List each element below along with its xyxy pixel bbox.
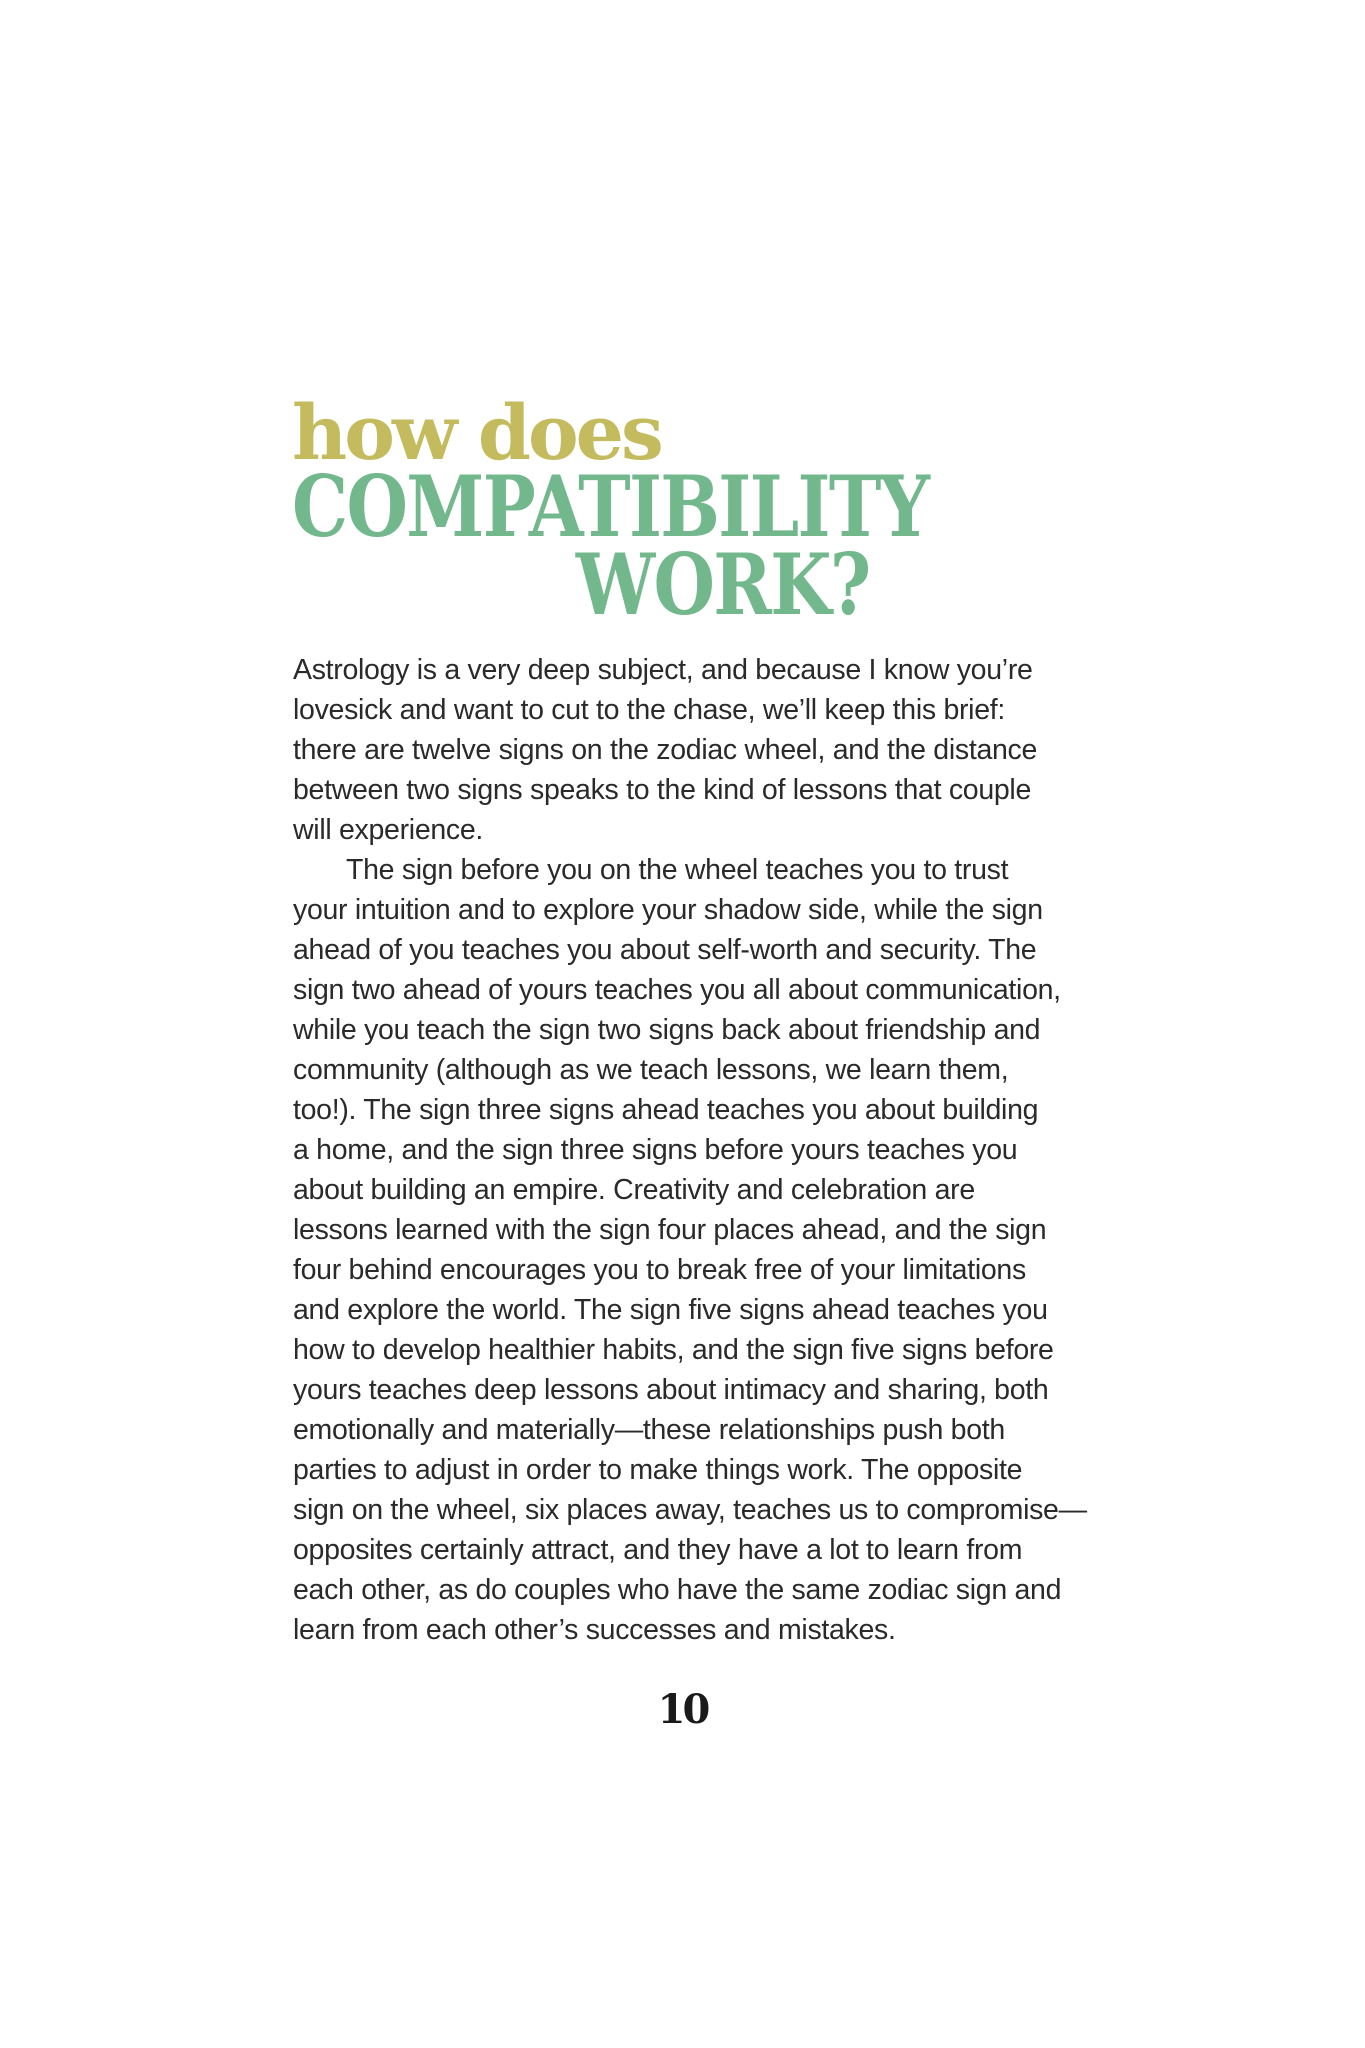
text-line: and explore the world. The sign five signs ahead teaches you xyxy=(293,1294,1048,1326)
text-line: about building an empire. Creativity and celebration are xyxy=(293,1174,975,1206)
text-line: community (although as we teach lessons, we learn them, xyxy=(293,1054,1009,1086)
text-line: learn from each other’s successes and mistakes. xyxy=(293,1614,896,1646)
text-line: sign two ahead of yours teaches you all about communication, xyxy=(293,974,1061,1006)
text-line: each other, as do couples who have the same zodiac sign and xyxy=(293,1574,1062,1606)
text-line: your intuition and to explore your shadow side, while the sign xyxy=(293,894,1043,926)
text-line: a home, and the sign three signs before yours teaches you xyxy=(293,1134,1018,1166)
text-line: emotionally and materially—these relationships push both xyxy=(293,1414,1005,1446)
page-number: 10 xyxy=(657,1686,708,1733)
heading-line-work: WORK? xyxy=(575,535,870,634)
heading-line-compatibility: COMPATIBILITY xyxy=(292,457,929,556)
paragraph-2 xyxy=(293,850,1113,1650)
text-line: too!). The sign three signs ahead teaches you about building xyxy=(293,1094,1039,1126)
text-line: lessons learned with the sign four places ahead, and the sign xyxy=(293,1214,1047,1246)
text-line: while you teach the sign two signs back about friendship and xyxy=(293,1014,1041,1046)
text-line: there are twelve signs on the zodiac wheel, and the distance xyxy=(293,734,1038,766)
text-line: parties to adjust in order to make things work. The opposite xyxy=(293,1454,1023,1486)
text-line: between two signs speaks to the kind of lessons that couple xyxy=(293,774,1032,806)
text-line: will experience. xyxy=(293,814,484,846)
text-line: yours teaches deep lessons about intimacy and sharing, both xyxy=(293,1374,1049,1406)
text-line: Astrology is a very deep subject, and because I know you’re xyxy=(293,654,1033,686)
text-line: sign on the wheel, six places away, teaches us to compromise— xyxy=(293,1494,1087,1526)
paragraph-1 xyxy=(293,650,1113,850)
heading-line-how-does: how does xyxy=(292,388,661,477)
text-line: opposites certainly attract, and they have a lot to learn from xyxy=(293,1534,1023,1566)
text-line: four behind encourages you to break free of your limitations xyxy=(293,1254,1026,1286)
text-line: how to develop healthier habits, and the sign five signs before xyxy=(293,1334,1054,1366)
text-line: lovesick and want to cut to the chase, we’ll keep this brief: xyxy=(293,694,1005,726)
chapter-heading xyxy=(292,388,1052,634)
text-line: ahead of you teaches you about self-worth and security. The xyxy=(293,934,1037,966)
text-line: The sign before you on the wheel teaches you to trust xyxy=(346,854,1009,886)
body-text xyxy=(293,650,1113,1650)
